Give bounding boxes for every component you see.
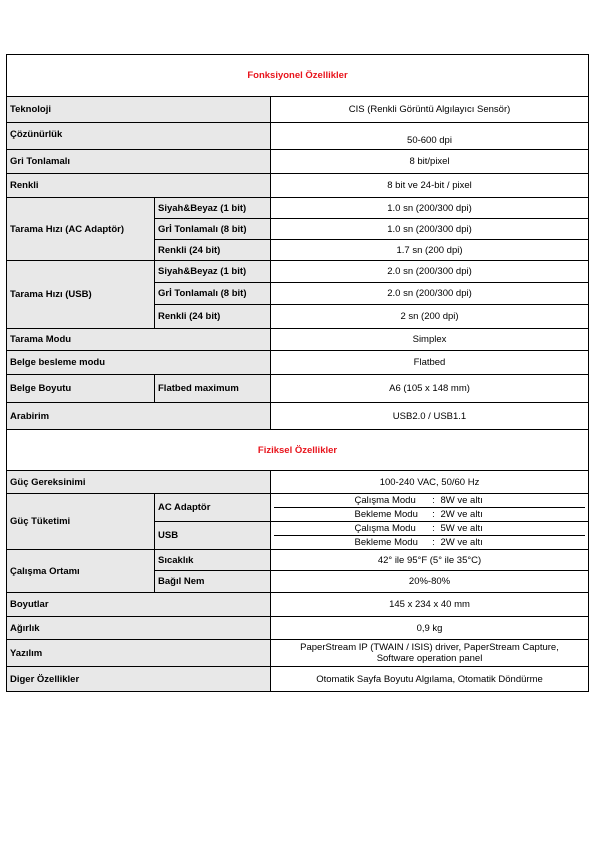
table-row [7, 329, 589, 351]
functional-title: Fonksiyonel Özellikler [7, 55, 589, 97]
table-row [7, 593, 589, 617]
spec-value: 2 sn (200 dpi) [271, 305, 589, 329]
spec-sublabel: Siyah&Beyaz (1 bit) [155, 261, 271, 283]
power-value: 8W ve altı [440, 495, 483, 506]
mode-label: Çalışma Modu [354, 495, 416, 506]
table-row [7, 667, 589, 692]
table-row [7, 471, 589, 494]
spec-sublabel: Siyah&Beyaz (1 bit) [155, 198, 271, 219]
physical-title: Fiziksel Özellikler [7, 430, 589, 471]
table-row [7, 351, 589, 375]
spec-value: 1.0 sn (200/300 dpi) [271, 219, 589, 240]
mode-label: Çalışma Modu [354, 523, 416, 534]
table-row [7, 261, 589, 283]
mode-separator: : [432, 495, 435, 506]
spec-value: USB2.0 / USB1.1 [271, 403, 589, 430]
table-row [7, 174, 589, 198]
spec-value-line: PaperStream IP (TWAIN / ISIS) driver, PaperStream Capture, [300, 642, 559, 653]
spec-value: 8 bit/pixel [271, 150, 589, 174]
spec-table [6, 54, 589, 692]
table-row [7, 617, 589, 640]
table-row [7, 198, 589, 219]
spec-label: Renkli [7, 174, 271, 198]
spec-label: Gri Tonlamalı [7, 150, 271, 174]
section-title-row [7, 430, 589, 471]
spec-label: Arabirim [7, 403, 271, 430]
spec-label: Güç Tüketimi [7, 494, 155, 550]
mode-label: Bekleme Modu [354, 509, 418, 520]
spec-label: Belge besleme modu [7, 351, 271, 375]
spec-label: Güç Gereksinimi [7, 471, 271, 494]
spec-label: Diger Özellikler [7, 667, 271, 692]
spec-value: 42° ile 95°F (5° ile 35°C) [271, 550, 589, 571]
power-value: 2W ve altı [440, 509, 483, 520]
spec-label: Boyutlar [7, 593, 271, 617]
mode-separator: : [432, 537, 435, 548]
spec-value: CIS (Renkli Görüntü Algılayıcı Sensör) [271, 97, 589, 123]
software-cell [271, 640, 589, 667]
spec-sublabel: Bağıl Nem [155, 571, 271, 593]
spec-label: Tarama Hızı (USB) [7, 261, 155, 329]
spec-value: 8 bit ve 24-bit / pixel [271, 174, 589, 198]
section-title-row [7, 55, 589, 97]
spec-sublabel: Sıcaklık [155, 550, 271, 571]
spec-value: 1.7 sn (200 dpi) [271, 240, 589, 261]
spec-label: Tarama Hızı (AC Adaptör) [7, 198, 155, 261]
power-usb-cell [271, 522, 589, 550]
table-row [7, 494, 589, 522]
power-line [274, 536, 585, 549]
table-row [7, 150, 589, 174]
table-row [7, 550, 589, 571]
spec-value-line: Software operation panel [376, 653, 483, 664]
spec-value: 100-240 VAC, 50/60 Hz [271, 471, 589, 494]
mode-label: Bekleme Modu [354, 537, 418, 548]
spec-value: Simplex [271, 329, 589, 351]
power-ac-cell [271, 494, 589, 522]
mode-separator: : [432, 523, 435, 534]
spec-sublabel: Renkli (24 bit) [155, 240, 271, 261]
spec-value: 0,9 kg [271, 617, 589, 640]
spec-value: 2.0 sn (200/300 dpi) [271, 261, 589, 283]
spec-sublabel: Renkli (24 bit) [155, 305, 271, 329]
mode-separator: : [432, 509, 435, 520]
table-row [7, 97, 589, 123]
spec-label: Teknoloji [7, 97, 271, 123]
spec-sublabel: AC Adaptör [155, 494, 271, 522]
spec-label: Belge Boyutu [7, 375, 155, 403]
spec-value: 50-600 dpi [271, 123, 589, 150]
power-line [274, 522, 585, 536]
table-row [7, 123, 589, 150]
power-value: 5W ve altı [440, 523, 483, 534]
spec-value: 1.0 sn (200/300 dpi) [271, 198, 589, 219]
spec-label: Çalışma Ortamı [7, 550, 155, 593]
spec-sublabel: USB [155, 522, 271, 550]
spec-value: 2.0 sn (200/300 dpi) [271, 283, 589, 305]
table-row [7, 640, 589, 667]
spec-sublabel: Grİ Tonlamalı (8 bit) [155, 219, 271, 240]
spec-label: Ağırlık [7, 617, 271, 640]
spec-value: 145 x 234 x 40 mm [271, 593, 589, 617]
spec-value: Otomatik Sayfa Boyutu Algılama, Otomatik Döndürme [271, 667, 589, 692]
power-line [274, 494, 585, 508]
spec-sublabel: Grİ Tonlamalı (8 bit) [155, 283, 271, 305]
table-row [7, 375, 589, 403]
spec-value: A6 (105 x 148 mm) [271, 375, 589, 403]
table-row [7, 403, 589, 430]
spec-value: Flatbed [271, 351, 589, 375]
power-value: 2W ve altı [440, 537, 483, 548]
power-line [274, 508, 585, 521]
spec-label: Yazılım [7, 640, 271, 667]
spec-label: Çözünürlük [7, 123, 271, 150]
spec-value: 20%-80% [271, 571, 589, 593]
spec-label: Tarama Modu [7, 329, 271, 351]
spec-sublabel: Flatbed maximum [155, 375, 271, 403]
